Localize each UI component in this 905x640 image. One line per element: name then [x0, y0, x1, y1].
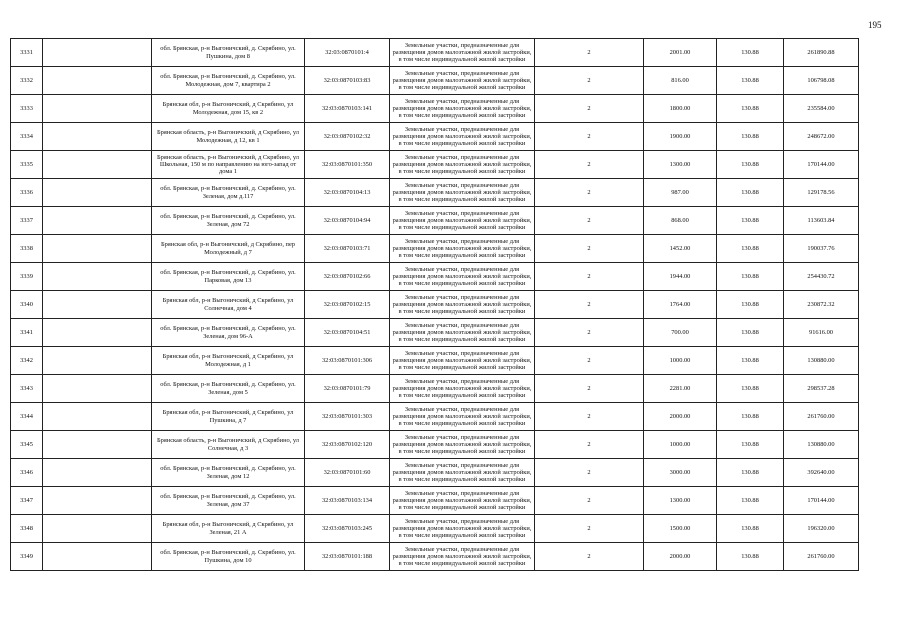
- specific-value-cell: 130.88: [717, 515, 784, 543]
- category-cell: 2: [535, 123, 644, 151]
- cadastral-value-cell: 261760.00: [784, 403, 859, 431]
- specific-value-cell: 130.88: [717, 431, 784, 459]
- address-cell: Брянская область, р-н Выгоничский, д Скрябино, ул Солнечная, д 3: [152, 431, 305, 459]
- blank-cell: [43, 39, 152, 67]
- table-row: [11, 39, 859, 67]
- land-use-cell: Земельные участки, предназначенные для размещения домов малоэтажной жилой застройки, в том числе индивидуальной жилой застройки: [390, 319, 535, 347]
- row-number-cell: 3337: [11, 207, 43, 235]
- table-row: [11, 403, 859, 431]
- area-cell: 2000.00: [644, 543, 717, 571]
- area-cell: 1900.00: [644, 123, 717, 151]
- cadastral-number-cell: 32:03:0870104:94: [305, 207, 390, 235]
- category-cell: 2: [535, 543, 644, 571]
- cadastral-value-cell: 235584.00: [784, 95, 859, 123]
- address-cell: Брянская область, р-н Выгоничский, д Скрябино, ул Молодежная, д 12, кв 1: [152, 123, 305, 151]
- cadastral-value-cell: 196320.00: [784, 515, 859, 543]
- land-use-cell: Земельные участки, предназначенные для размещения домов малоэтажной жилой застройки, в том числе индивидуальной жилой застройки: [390, 235, 535, 263]
- category-cell: 2: [535, 487, 644, 515]
- cadastral-number-cell: 32:03:0870101:303: [305, 403, 390, 431]
- land-use-cell: Земельные участки, предназначенные для размещения домов малоэтажной жилой застройки, в том числе индивидуальной жилой застройки: [390, 543, 535, 571]
- cadastral-number-cell: 32:03:0870103:245: [305, 515, 390, 543]
- blank-cell: [43, 291, 152, 319]
- specific-value-cell: 130.88: [717, 347, 784, 375]
- address-cell: Брянская обл, р-н Выгоничский, д Скрябино, ул Молодежная, дом 15, кв 2: [152, 95, 305, 123]
- category-cell: 2: [535, 431, 644, 459]
- address-cell: обл. Брянская, р-н Выгоничский, д. Скрябино, ул. Пушкина, дом 10: [152, 543, 305, 571]
- row-number-cell: 3343: [11, 375, 43, 403]
- specific-value-cell: 130.88: [717, 375, 784, 403]
- row-number-cell: 3333: [11, 95, 43, 123]
- row-number-cell: 3331: [11, 39, 43, 67]
- row-number-cell: 3332: [11, 67, 43, 95]
- address-cell: обл. Брянская, р-н Выгоничский, д. Скрябино, ул. Зеленая, дом д.117: [152, 179, 305, 207]
- blank-cell: [43, 207, 152, 235]
- land-use-cell: Земельные участки, предназначенные для размещения домов малоэтажной жилой застройки, в том числе индивидуальной жилой застройки: [390, 151, 535, 179]
- specific-value-cell: 130.88: [717, 151, 784, 179]
- land-use-cell: Земельные участки, предназначенные для размещения домов малоэтажной жилой застройки, в том числе индивидуальной жилой застройки: [390, 515, 535, 543]
- cadastral-number-cell: 32:03:0870104:13: [305, 179, 390, 207]
- address-cell: обл. Брянская, р-н Выгоничский, д. Скрябино, ул. Пушкина, дом 8: [152, 39, 305, 67]
- land-use-cell: Земельные участки, предназначенные для размещения домов малоэтажной жилой застройки, в том числе индивидуальной жилой застройки: [390, 403, 535, 431]
- area-cell: 3000.00: [644, 459, 717, 487]
- specific-value-cell: 130.88: [717, 67, 784, 95]
- cadastral-number-cell: 32:03:0870101:79: [305, 375, 390, 403]
- area-cell: 816.00: [644, 67, 717, 95]
- address-cell: обл. Брянская, р-н Выгоничский, д. Скрябино, ул. Зеленая, дом 96-А: [152, 319, 305, 347]
- specific-value-cell: 130.88: [717, 291, 784, 319]
- land-use-cell: Земельные участки, предназначенные для размещения домов малоэтажной жилой застройки, в том числе индивидуальной жилой застройки: [390, 207, 535, 235]
- category-cell: 2: [535, 235, 644, 263]
- cadastral-number-cell: 32:03:0870104:51: [305, 319, 390, 347]
- area-cell: 1944.00: [644, 263, 717, 291]
- area-cell: 1764.00: [644, 291, 717, 319]
- address-cell: обл. Брянская, р-н Выгоничский, д. Скрябино, ул. Зеленая, дом 5: [152, 375, 305, 403]
- table-row: [11, 95, 859, 123]
- blank-cell: [43, 263, 152, 291]
- cadastral-value-cell: 91616.00: [784, 319, 859, 347]
- row-number-cell: 3340: [11, 291, 43, 319]
- area-cell: 1000.00: [644, 347, 717, 375]
- row-number-cell: 3341: [11, 319, 43, 347]
- cadastral-value-cell: 106798.08: [784, 67, 859, 95]
- land-use-cell: Земельные участки, предназначенные для размещения домов малоэтажной жилой застройки, в том числе индивидуальной жилой застройки: [390, 39, 535, 67]
- table-row: [11, 123, 859, 151]
- category-cell: 2: [535, 39, 644, 67]
- cadastral-number-cell: 32:03:0870103:134: [305, 487, 390, 515]
- category-cell: 2: [535, 347, 644, 375]
- category-cell: 2: [535, 319, 644, 347]
- table-row: [11, 543, 859, 571]
- land-use-cell: Земельные участки, предназначенные для размещения домов малоэтажной жилой застройки, в том числе индивидуальной жилой застройки: [390, 431, 535, 459]
- table-body: [11, 39, 859, 571]
- address-cell: Брянская обл, р-н Выгоничский, д Скрябино, ул Солнечная, дом 4: [152, 291, 305, 319]
- blank-cell: [43, 403, 152, 431]
- blank-cell: [43, 179, 152, 207]
- blank-cell: [43, 123, 152, 151]
- cadastral-value-cell: 298537.28: [784, 375, 859, 403]
- address-cell: обл. Брянская, р-н Выгоничский, д. Скрябино, ул. Зеленая, дом 12: [152, 459, 305, 487]
- area-cell: 1300.00: [644, 487, 717, 515]
- cadastral-value-cell: 261760.00: [784, 543, 859, 571]
- area-cell: 2001.00: [644, 39, 717, 67]
- table-row: [11, 487, 859, 515]
- row-number-cell: 3348: [11, 515, 43, 543]
- row-number-cell: 3344: [11, 403, 43, 431]
- blank-cell: [43, 67, 152, 95]
- cadastral-value-cell: 248672.00: [784, 123, 859, 151]
- blank-cell: [43, 319, 152, 347]
- table-row: [11, 319, 859, 347]
- category-cell: 2: [535, 459, 644, 487]
- row-number-cell: 3339: [11, 263, 43, 291]
- blank-cell: [43, 347, 152, 375]
- category-cell: 2: [535, 291, 644, 319]
- category-cell: 2: [535, 207, 644, 235]
- row-number-cell: 3349: [11, 543, 43, 571]
- land-use-cell: Земельные участки, предназначенные для размещения домов малоэтажной жилой застройки, в том числе индивидуальной жилой застройки: [390, 347, 535, 375]
- blank-cell: [43, 235, 152, 263]
- cadastral-number-cell: 32:03:0870102:32: [305, 123, 390, 151]
- cadastral-value-cell: 130880.00: [784, 431, 859, 459]
- blank-cell: [43, 151, 152, 179]
- specific-value-cell: 130.88: [717, 403, 784, 431]
- land-use-cell: Земельные участки, предназначенные для размещения домов малоэтажной жилой застройки, в том числе индивидуальной жилой застройки: [390, 375, 535, 403]
- cadastral-value-cell: 254430.72: [784, 263, 859, 291]
- cadastral-number-cell: 32:03:0870102:120: [305, 431, 390, 459]
- cadastral-number-cell: 32:03:0870103:141: [305, 95, 390, 123]
- area-cell: 1800.00: [644, 95, 717, 123]
- address-cell: Брянская обл, р-н Выгоничский, д Скрябино, пер Молодежный, д 7: [152, 235, 305, 263]
- cadastral-number-cell: 32:03:0870101:188: [305, 543, 390, 571]
- row-number-cell: 3334: [11, 123, 43, 151]
- blank-cell: [43, 375, 152, 403]
- area-cell: 700.00: [644, 319, 717, 347]
- specific-value-cell: 130.88: [717, 207, 784, 235]
- land-use-cell: Земельные участки, предназначенные для размещения домов малоэтажной жилой застройки, в том числе индивидуальной жилой застройки: [390, 459, 535, 487]
- cadastral-value-table: [10, 38, 859, 571]
- specific-value-cell: 130.88: [717, 95, 784, 123]
- address-cell: обл. Брянская, р-н Выгоничский, д. Скрябино, ул. Молодежная, дом 7, квартира 2: [152, 67, 305, 95]
- cadastral-number-cell: 32:03:0870103:83: [305, 67, 390, 95]
- cadastral-number-cell: 32:03:0870101:306: [305, 347, 390, 375]
- address-cell: Брянская обл, р-н Выгоничский, д Скрябино, ул Пушкина, д 7: [152, 403, 305, 431]
- area-cell: 1300.00: [644, 151, 717, 179]
- category-cell: 2: [535, 67, 644, 95]
- row-number-cell: 3342: [11, 347, 43, 375]
- table-row: [11, 67, 859, 95]
- specific-value-cell: 130.88: [717, 263, 784, 291]
- land-use-cell: Земельные участки, предназначенные для размещения домов малоэтажной жилой застройки, в том числе индивидуальной жилой застройки: [390, 123, 535, 151]
- specific-value-cell: 130.88: [717, 123, 784, 151]
- specific-value-cell: 130.88: [717, 179, 784, 207]
- table-row: [11, 207, 859, 235]
- specific-value-cell: 130.88: [717, 487, 784, 515]
- cadastral-value-cell: 230872.32: [784, 291, 859, 319]
- address-cell: обл. Брянская, р-н Выгоничский, д. Скрябино, ул. Парковая, дом 13: [152, 263, 305, 291]
- address-cell: Брянская обл, р-н Выгоничский, д Скрябино, ул Зеленая, 21 А: [152, 515, 305, 543]
- page-number: 195: [868, 20, 882, 30]
- table-row: [11, 151, 859, 179]
- land-use-cell: Земельные участки, предназначенные для размещения домов малоэтажной жилой застройки, в том числе индивидуальной жилой застройки: [390, 291, 535, 319]
- category-cell: 2: [535, 515, 644, 543]
- cadastral-value-cell: 129178.56: [784, 179, 859, 207]
- cadastral-value-cell: 170144.00: [784, 487, 859, 515]
- category-cell: 2: [535, 375, 644, 403]
- specific-value-cell: 130.88: [717, 319, 784, 347]
- address-cell: обл. Брянская, р-н Выгоничский, д. Скрябино, ул. Зеленая, дом 72: [152, 207, 305, 235]
- row-number-cell: 3345: [11, 431, 43, 459]
- category-cell: 2: [535, 179, 644, 207]
- row-number-cell: 3346: [11, 459, 43, 487]
- address-cell: Брянская область, р-н Выгоничский, д Скрябино, ул Школьная, 150 м по направлению на юго-запад от дома 1: [152, 151, 305, 179]
- area-cell: 1452.00: [644, 235, 717, 263]
- area-cell: 1500.00: [644, 515, 717, 543]
- cadastral-number-cell: 32:03:0870102:66: [305, 263, 390, 291]
- row-number-cell: 3335: [11, 151, 43, 179]
- row-number-cell: 3336: [11, 179, 43, 207]
- cadastral-number-cell: 32:03:0870101:4: [305, 39, 390, 67]
- address-cell: обл. Брянская, р-н Выгоничский, д. Скрябино, ул. Зеленая, дом 37: [152, 487, 305, 515]
- cadastral-number-cell: 32:03:0870103:71: [305, 235, 390, 263]
- row-number-cell: 3338: [11, 235, 43, 263]
- blank-cell: [43, 459, 152, 487]
- land-use-cell: Земельные участки, предназначенные для размещения домов малоэтажной жилой застройки, в том числе индивидуальной жилой застройки: [390, 179, 535, 207]
- cadastral-value-cell: 170144.00: [784, 151, 859, 179]
- cadastral-number-cell: 32:03:0870101:350: [305, 151, 390, 179]
- area-cell: 2281.00: [644, 375, 717, 403]
- cadastral-value-cell: 261890.88: [784, 39, 859, 67]
- specific-value-cell: 130.88: [717, 39, 784, 67]
- specific-value-cell: 130.88: [717, 459, 784, 487]
- land-use-cell: Земельные участки, предназначенные для размещения домов малоэтажной жилой застройки, в том числе индивидуальной жилой застройки: [390, 487, 535, 515]
- blank-cell: [43, 95, 152, 123]
- table-row: [11, 179, 859, 207]
- blank-cell: [43, 487, 152, 515]
- address-cell: Брянская обл, р-н Выгоничский, д Скрябино, ул Молодежная, д 1: [152, 347, 305, 375]
- table-row: [11, 375, 859, 403]
- land-use-cell: Земельные участки, предназначенные для размещения домов малоэтажной жилой застройки, в том числе индивидуальной жилой застройки: [390, 95, 535, 123]
- blank-cell: [43, 515, 152, 543]
- blank-cell: [43, 543, 152, 571]
- category-cell: 2: [535, 95, 644, 123]
- cadastral-number-cell: 32:03:0870101:60: [305, 459, 390, 487]
- area-cell: 2000.00: [644, 403, 717, 431]
- blank-cell: [43, 431, 152, 459]
- table-row: [11, 235, 859, 263]
- table-row: [11, 459, 859, 487]
- area-cell: 1000.00: [644, 431, 717, 459]
- category-cell: 2: [535, 151, 644, 179]
- specific-value-cell: 130.88: [717, 235, 784, 263]
- category-cell: 2: [535, 263, 644, 291]
- cadastral-value-cell: 392640.00: [784, 459, 859, 487]
- table-row: [11, 431, 859, 459]
- cadastral-value-cell: 190037.76: [784, 235, 859, 263]
- row-number-cell: 3347: [11, 487, 43, 515]
- cadastral-value-cell: 130880.00: [784, 347, 859, 375]
- table-row: [11, 347, 859, 375]
- land-use-cell: Земельные участки, предназначенные для размещения домов малоэтажной жилой застройки, в том числе индивидуальной жилой застройки: [390, 263, 535, 291]
- land-use-cell: Земельные участки, предназначенные для размещения домов малоэтажной жилой застройки, в том числе индивидуальной жилой застройки: [390, 67, 535, 95]
- cadastral-number-cell: 32:03:0870102:15: [305, 291, 390, 319]
- table-row: [11, 515, 859, 543]
- area-cell: 987.00: [644, 179, 717, 207]
- category-cell: 2: [535, 403, 644, 431]
- area-cell: 868.00: [644, 207, 717, 235]
- table-row: [11, 263, 859, 291]
- cadastral-value-cell: 113603.84: [784, 207, 859, 235]
- specific-value-cell: 130.88: [717, 543, 784, 571]
- table-row: [11, 291, 859, 319]
